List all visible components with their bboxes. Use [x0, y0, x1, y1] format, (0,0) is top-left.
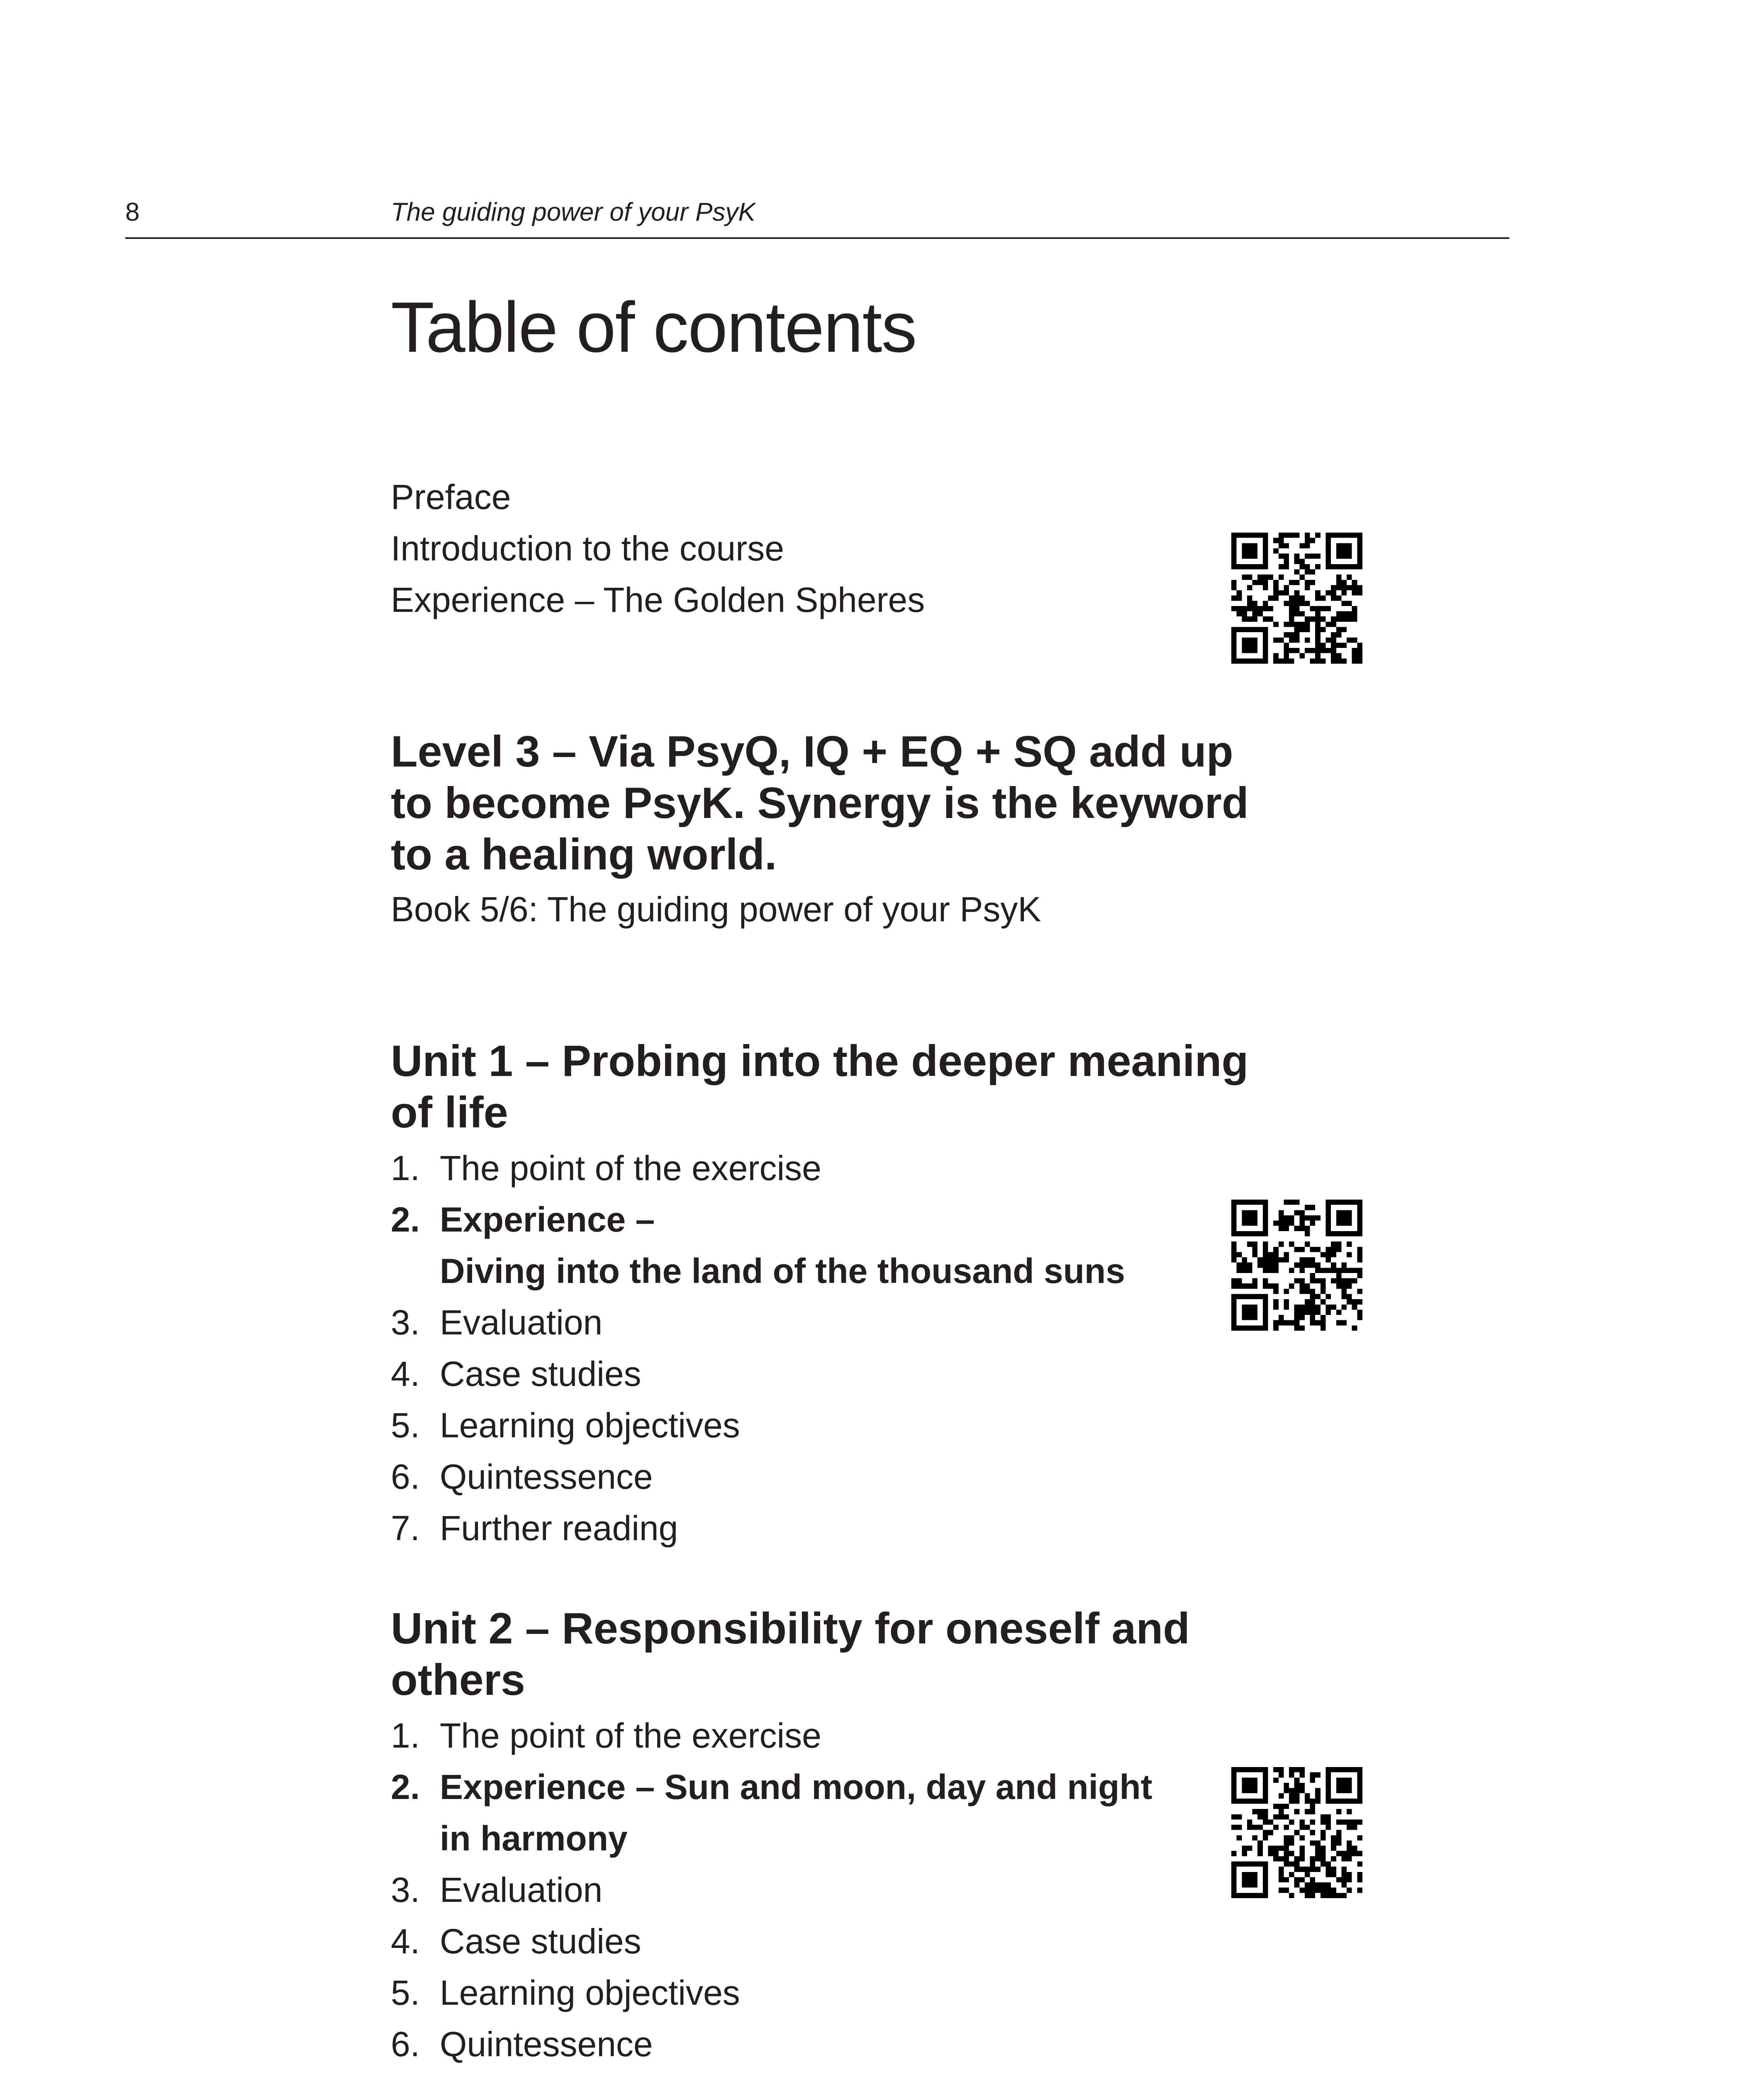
running-title: The guiding power of your PsyK	[391, 198, 755, 226]
toc-item-number: 2.	[391, 1200, 420, 1239]
toc-heading-line: Unit 1 – Probing into the deeper meaning	[391, 1037, 1249, 1086]
toc-entry-label: Quintessence	[440, 2025, 653, 2064]
qr-code-icon[interactable]	[1231, 1200, 1362, 1331]
toc-item-number: 6.	[391, 2025, 420, 2064]
qr-code-icon[interactable]	[1231, 1767, 1362, 1898]
toc-item-number: 1.	[391, 1716, 420, 1755]
toc-entry-label: Evaluation	[440, 1303, 603, 1342]
toc-entry-label: Learning objectives	[440, 1973, 740, 2012]
toc-heading-line: Level 3 – Via PsyQ, IQ + EQ + SQ add up	[391, 727, 1233, 776]
toc-entry-label-continued: in harmony	[440, 1819, 628, 1858]
toc-item-number: 1.	[391, 1149, 420, 1188]
qr-code-icon[interactable]	[1231, 533, 1362, 664]
toc-entry-label: Introduction to the course	[391, 529, 784, 568]
toc-entry-label: Further reading	[440, 1509, 678, 1548]
toc-entry-label: The point of the exercise	[440, 1149, 821, 1188]
toc-item-number: 3.	[391, 1870, 420, 1909]
toc-heading-line: to become PsyK. Synergy is the keyword	[391, 779, 1249, 828]
toc-item-number: 5.	[391, 1973, 420, 2012]
toc-item-number: 7.	[391, 1509, 420, 1548]
toc-item-number	[391, 2070, 440, 2074]
toc-heading-line: Unit 2 – Responsibility for oneself and	[391, 1604, 1190, 1653]
toc-entry-label: Evaluation	[440, 1870, 603, 1909]
toc-heading-line: others	[391, 1655, 525, 1704]
toc-entry-label-continued: Diving into the land of the thousand suns	[440, 1251, 1125, 1290]
toc-entry-label: Experience – Sun and moon, day and night	[440, 1767, 1152, 1806]
toc-entry-label: Experience – The Golden Spheres	[391, 580, 925, 619]
toc-item-number: 3.	[391, 1303, 420, 1342]
toc-item-number: 6.	[391, 1457, 420, 1496]
toc-entry-label: Case studies	[440, 1922, 641, 1961]
toc-entry-label: Book 5/6: The guiding power of your PsyK	[391, 890, 1041, 929]
toc-item-number: 4.	[391, 1354, 420, 1393]
toc-heading-line: of life	[391, 1088, 508, 1137]
toc-entry-label: Case studies	[440, 1354, 641, 1393]
toc-item-number: 2.	[391, 1767, 420, 1806]
toc-entry-label: Experience –	[440, 1200, 655, 1239]
toc-item-number: 5.	[391, 1406, 420, 1445]
running-header	[125, 194, 1509, 239]
toc-heading-line: to a healing world.	[391, 830, 777, 879]
page-title: Table of contents	[391, 287, 916, 367]
toc-entry-label: The point of the exercise	[440, 1716, 821, 1755]
page-number: 8	[125, 198, 140, 226]
toc-entry-label: Learning objectives	[440, 1406, 740, 1445]
toc-entry-label: Quintessence	[440, 1457, 653, 1496]
toc-entry-label: Preface	[391, 477, 511, 516]
toc-item-number: 4.	[391, 1922, 420, 1961]
